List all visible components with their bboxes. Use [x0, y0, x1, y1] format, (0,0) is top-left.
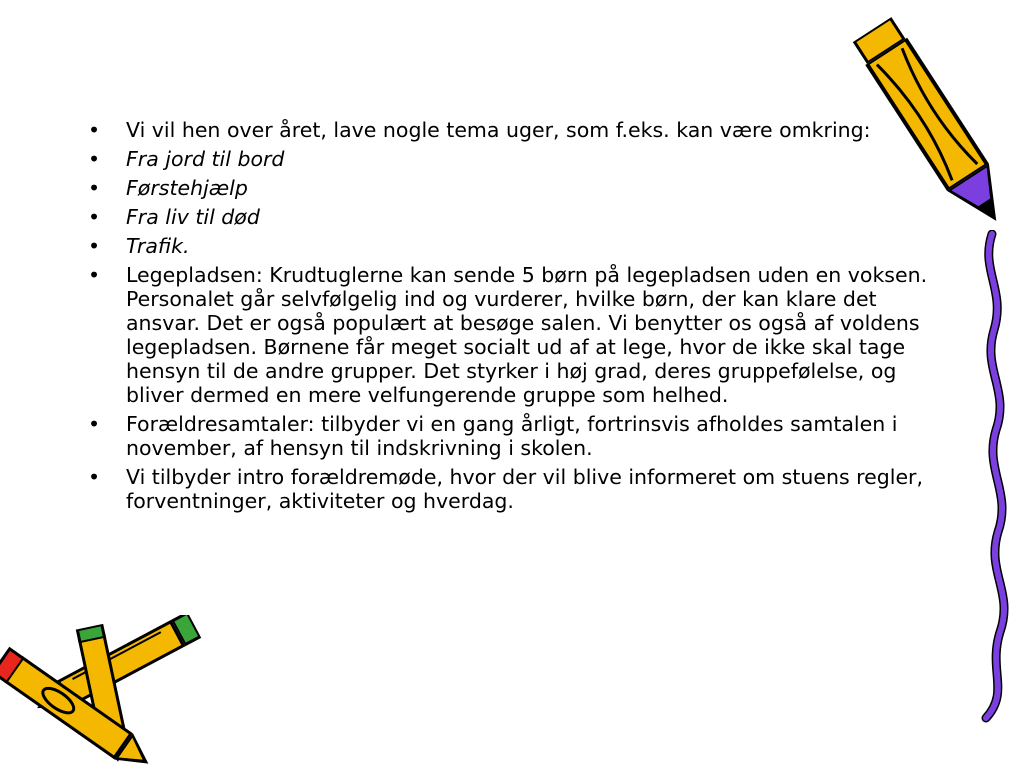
list-item-text: Fra liv til død [126, 205, 260, 229]
crossed-pencils-icon [0, 615, 215, 765]
list-item [84, 412, 944, 460]
list-item [84, 263, 944, 407]
list-item-text: Forældresamtaler: tilbyder vi en gang årligt, fortrinsvis afholdes samtalen i november, af hensyn til indskrivning i skolen. [126, 412, 898, 460]
bullet-icon: • [88, 263, 101, 287]
bullet-icon: • [88, 176, 101, 200]
bullet-icon: • [88, 465, 101, 489]
list-item [84, 118, 944, 142]
bullet-icon: • [88, 205, 101, 229]
bullet-icon: • [88, 118, 101, 142]
squiggle-line-icon [940, 230, 1024, 725]
list-item [84, 176, 944, 200]
list-item [84, 205, 944, 229]
list-item-text: Trafik. [126, 234, 190, 258]
list-item-text: Vi tilbyder intro forældremøde, hvor der vil blive informeret om stuens regler, forventninger, aktiviteter og hverdag. [126, 465, 923, 513]
list-item-text: Fra jord til bord [126, 147, 285, 171]
list-item [84, 465, 944, 513]
list-item-text: Legepladsen: Krudtuglerne kan sende 5 børn på legepladsen uden en voksen. Personalet går selvfølgelig ind og vurderer, hvilke børn, der kan klare det ansvar. Det er også populært at besøge salen. Vi benytter os også af voldens legepladsen. Børnene får meget socialt ud af at lege, hvor de ikke skal tage hensyn til de andre grupper. Det styrker i høj grad, deres gruppefølelse, og bliver dermed en mere velfungerende gruppe som helhed. [126, 263, 928, 407]
slide-content [84, 118, 944, 518]
bullet-icon: • [88, 147, 101, 171]
list-item-text: Vi vil hen over året, lave nogle tema uger, som f.eks. kan være omkring: [126, 118, 871, 142]
list-item-text: Førstehjælp [126, 176, 248, 200]
bullet-list [84, 118, 944, 513]
list-item [84, 234, 944, 258]
bullet-icon: • [88, 412, 101, 436]
list-item [84, 147, 944, 171]
bullet-icon: • [88, 234, 101, 258]
